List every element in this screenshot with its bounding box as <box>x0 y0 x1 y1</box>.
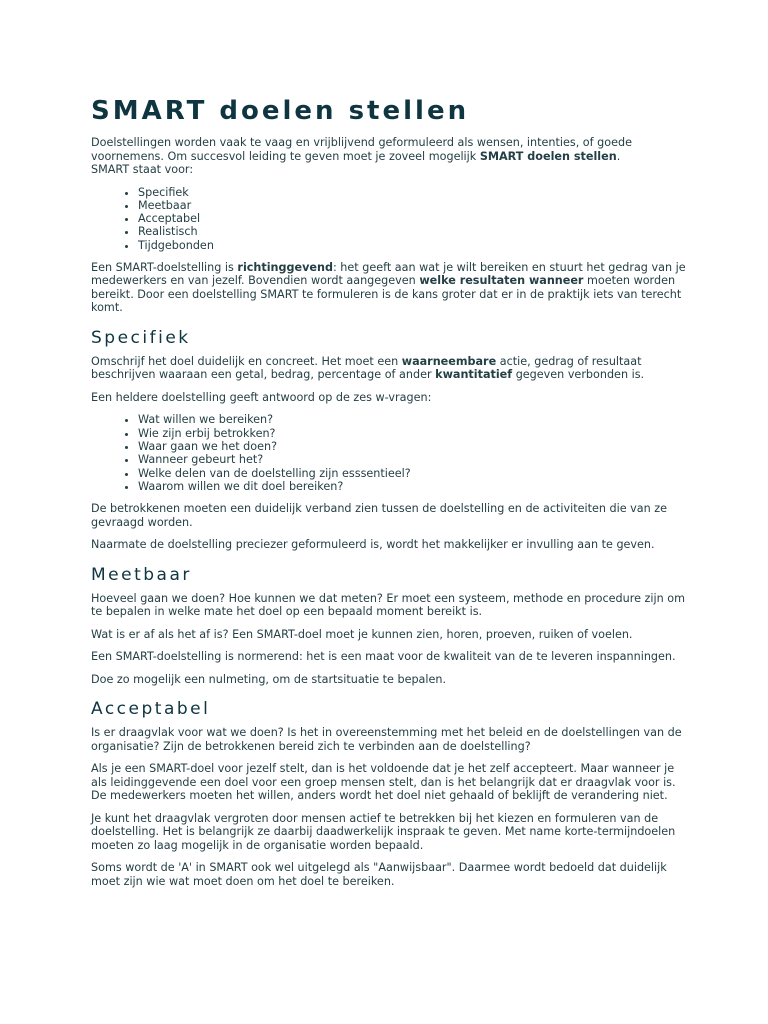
list-item: • Waar gaan we het doen? <box>138 440 691 453</box>
heading-acceptabel: Acceptabel <box>91 699 211 720</box>
list-item: • Wanneer gebeurt het? <box>138 453 691 466</box>
meetbaar-paragraph-3: Een SMART-doelstelling is normerend: het is een maat voor de kwaliteit van de te leveren inspanningen. <box>91 650 676 664</box>
w-questions-list <box>91 413 691 493</box>
body-text: gegeven verbonden is. <box>512 368 645 382</box>
bold-text: kwantitatief <box>435 368 513 382</box>
intro-paragraph-1 <box>91 136 691 177</box>
intro-text: . <box>616 149 621 163</box>
acceptabel-paragraph-3: Je kunt het draagvlak vergroten door mensen actief te betrekken bij het kiezen en formuleren van de doelstelling. Het is belangrijk ze daarbij daadwerkelijk inspraak te geven. Met name korte-termijndoelen moeten zo laag mogelijk in de organisatie worden bepaald. <box>91 811 676 852</box>
intro-paragraph-2 <box>91 261 691 315</box>
meetbaar-paragraph-1: Hoeveel gaan we doen? Hoe kunnen we dat meten? Er moet een systeem, methode en procedure zijn om te bepalen in welke mate het doel op een bepaald moment bereikt is. <box>91 591 686 619</box>
list-item: • Waarom willen we dit doel bereiken? <box>138 480 691 493</box>
intro-text: SMART staat voor: <box>91 163 194 176</box>
specifiek-paragraph-3: De betrokkenen moeten een duidelijk verband zien tussen de doelstelling en de activiteiten die van ze gevraagd worden. <box>91 502 668 529</box>
list-item: • Realistisch <box>138 225 691 238</box>
acceptabel-paragraph-2: Als je een SMART-doel voor jezelf stelt, dan is het voldoende dat je het zelf accepteert. Maar wanneer je als leidinggevende een doel voor een groep mensen stelt, dan is het belangrijk dat er draagvlak voor is. De medewerkers moeten het willen, anders wordt het doel niet gehaald of beklijft de verandering niet. <box>91 762 676 803</box>
intro-bold-text: welke resultaten wanneer <box>419 274 584 288</box>
heading-specifiek: Specifiek <box>91 327 191 348</box>
intro-bold-text: SMART doelen stellen <box>479 149 617 163</box>
specifiek-paragraph-2: Een heldere doelstelling geeft antwoord op de zes w-vragen: <box>91 390 432 404</box>
list-item: • Wie zijn erbij betrokken? <box>138 427 691 440</box>
intro-text: Doelstellingen worden vaak te vaag en vrijblijvend geformuleerd als wensen, intenties, of goede voornemens. Om succesvol leiding te geven moet je zoveel mogelijk <box>91 136 632 163</box>
meetbaar-paragraph-2: Wat is er af als het af is? Een SMART-doel moet je kunnen zien, horen, proeven, ruiken of voelen. <box>91 627 633 641</box>
document-content <box>91 94 691 897</box>
page-title: SMART doelen stellen <box>91 96 470 126</box>
list-item: • Wat willen we bereiken? <box>138 413 691 426</box>
list-item: • Tijdgebonden <box>138 239 691 252</box>
smart-list <box>91 186 691 252</box>
list-item: • Meetbaar <box>138 199 691 212</box>
specifiek-paragraph-1 <box>91 355 691 382</box>
body-text: actie, gedrag of resultaat beschrijven waaraan een getal, bedrag, percentage of ander <box>91 354 642 382</box>
meetbaar-paragraph-4: Doe zo mogelijk een nulmeting, om de startsituatie te bepalen. <box>91 672 447 686</box>
acceptabel-paragraph-1: Is er draagvlak voor wat we doen? Is het in overeenstemming met het beleid en de doelstellingen van de organisatie? Zijn de betrokkenen bereid zich te verbinden aan de doelstelling? <box>91 726 682 753</box>
body-text: Omschrijf het doel duidelijk en concreet. Het moet een <box>91 354 402 368</box>
list-item: • Specifiek <box>138 186 691 199</box>
bold-text: waarneembare <box>401 354 497 368</box>
intro-text: Een SMART-doelstelling is <box>91 260 238 274</box>
list-item: • Acceptabel <box>138 212 691 225</box>
heading-meetbaar: Meetbaar <box>91 564 192 585</box>
list-item: • Welke delen van de doelstelling zijn esssentieel? <box>138 467 691 480</box>
intro-text: : het geeft aan wat je wilt bereiken en stuurt het gedrag van je medewerkers en van jezelf. Bovendien wordt aangegeven <box>91 260 686 288</box>
intro-text: moeten worden bereikt. Door een doelstelling SMART te formuleren is de kans groter dat er in de praktijk iets van terecht komt. <box>91 274 682 315</box>
specifiek-paragraph-4: Naarmate de doelstelling preciezer geformuleerd is, wordt het makkelijker er invulling aan te geven. <box>91 538 655 552</box>
intro-bold-text: richtinggevend <box>237 260 333 274</box>
acceptabel-paragraph-4: Soms wordt de 'A' in SMART ook wel uitgelegd als "Aanwijsbaar". Daarmee wordt bedoeld dat duidelijk moet zijn wie wat moet doen om het doel te bereiken. <box>91 861 667 888</box>
